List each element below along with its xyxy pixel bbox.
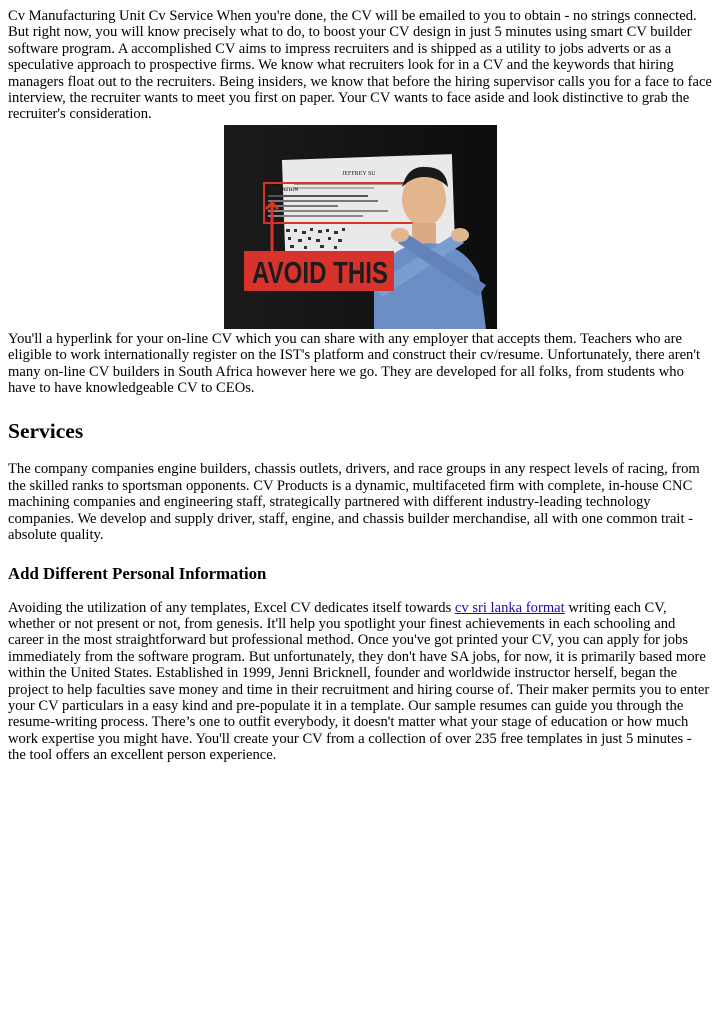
text-after-link: writing each CV, whether or not present or not, from genesis. It'll help you spotlight your finest achievements in each schooling and career in the most straightforward but professional method. Once you've got printed your CV, you can apply for jobs immediately from the software program. But unfortunately, they don't have SA jobs, for now, it is primarily based more within the United States. Established in 1999, Jenni Bricknell, founder and worldwide instructor herself, began the project to help faculties save money and time in their recruitment and hiring course of. Their maker permits you to enter your CV particulars in a easy kind and pre-populate it in a template. Our sample resumes can guide you through the resume-writing process. There’s one to outfit everybody, it doesn't matter what your stage of education or how much work expertise you might have. You'll create your CV from a collection of over 235 free templates in just 5 minutes - the tool offers an excellent person experience.: [8, 599, 710, 764]
cv-format-link[interactable]: cv sri lanka format: [454, 599, 565, 616]
text-before-link: Avoiding the utilization of any templates, Excel CV dedicates itself towards: [8, 599, 455, 616]
hero-image: [224, 125, 497, 329]
services-paragraph: The company companies engine builders, chassis outlets, drivers, and race groups in any respect levels of racing, from the skilled ranks to sportsman opponents. CV Products is a dynamic, multifaceted firm with complete, in-house CNC machining companies and engineering staff, strategically partnered with different industry-leading technology companies. We develop and supply driver, staff, engine, and chassis builder merchandise, all with one common trait - absolute quality.: [8, 461, 700, 544]
resume-section: EDUCATION: [267, 187, 298, 193]
paragraph-online-cv: You'll a hyperlink for your on-line CV which you can share with any employer that accepts them. Teachers who are eligible to work internationally register on the IST's platform and construct their cv/resume. Unfortunately, there aren't many on-line CV builders in South Africa however here we go. They are developed for all folks, from students who have to have knowledgeable CV to CEOs.: [8, 330, 701, 397]
banner-text: AVOID THIS: [251, 254, 388, 290]
personal-info-heading: Add Different Personal Information: [8, 563, 267, 583]
avoid-banner: [244, 251, 394, 291]
personal-info-paragraph: [8, 600, 712, 764]
intro-paragraph: Cv Manufacturing Unit Cv Service When you're done, the CV will be emailed to you to obtain - no strings connected. But right now, you will know precisely what to do, to boost your CV design in just 5 minutes using smart CV builder software program. A accomplished CV aims to impress recruiters and is shipped as a utility to jobs adverts or as a speculative approach to prospective firms. We know what recruiters look for in a CV and the keywords that hiring managers float out to the recruiters. Being insiders, we know that before the hiring supervisor calls you for a face to face interview, the recruiter wants to meet you first on paper. Your CV wants to face aside and look distinctive to grab the recruiter's consideration.: [8, 8, 712, 123]
resume-name: JEFFREY SU: [341, 170, 376, 177]
services-heading: Services: [8, 419, 84, 444]
